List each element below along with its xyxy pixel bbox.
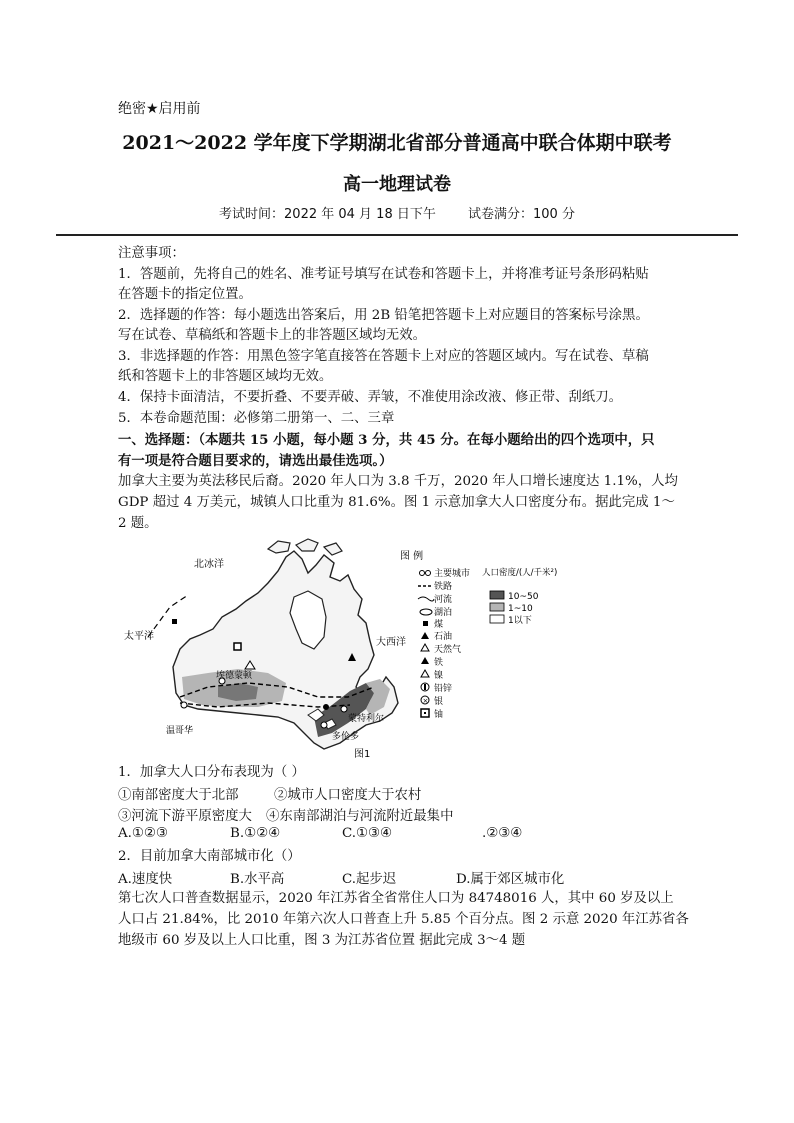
pacific-ocean-label: 太平洋	[124, 631, 154, 642]
uranium-symbol	[234, 643, 241, 650]
note-5: 5．本卷命题范围：必修第二册第一、二、三章	[118, 411, 395, 426]
material1-line3: 2 题。	[118, 516, 158, 531]
legend-leadzinc-icon-inner	[424, 684, 426, 690]
montreal-label: 蒙特利尔	[348, 714, 385, 724]
full-score: 试卷满分：100 分	[468, 207, 575, 222]
arctic-island	[268, 541, 290, 553]
legend-uranium-icon-inner	[424, 712, 426, 714]
legend-density-low-swatch	[490, 615, 504, 623]
legend-oil-icon	[421, 632, 429, 639]
q1-statement-4: ④东南部湖泊与河流附近最集中	[266, 809, 454, 824]
iron-symbol	[323, 704, 329, 710]
q2-option-b[interactable]: B.水平高	[230, 872, 285, 887]
q1-option-d[interactable]: .②③④	[482, 826, 523, 841]
atlantic-ocean-label: 大西洋	[376, 637, 406, 648]
legend-iron: 铁	[434, 658, 444, 668]
legend-nickel-icon	[421, 670, 429, 677]
q2-option-d[interactable]: D.属于郊区城市化	[456, 872, 565, 887]
legend-coal: 煤	[434, 620, 444, 630]
material2-line2: 人口占 21.84%，比 2010 年第六次人口普查上升 5.85 个百分点。图 2 示意 2020 年江苏省各	[118, 912, 689, 927]
q2-stem: 2．目前加拿大南部城市化（）	[118, 849, 301, 864]
note-4: 4．保持卡面清洁，不要折叠、不要弄破、弄皱，不准使用涂改液、修正带、刮纸刀。	[118, 390, 622, 405]
q1-stem: 1．加拿大人口分布表现为（ ）	[118, 765, 305, 780]
legend-gas: 天然气	[434, 645, 462, 655]
notes-heading: 注意事项：	[118, 246, 185, 261]
note-1b: 在答题卡的指定位置。	[118, 287, 252, 302]
q1-option-c[interactable]: C.①③④	[342, 826, 393, 841]
legend-density-mid-swatch	[490, 603, 504, 611]
arctic-ocean-label: 北冰洋	[194, 559, 224, 570]
legend-silver-mark: ×	[422, 697, 429, 705]
legend-gas-icon	[421, 644, 429, 651]
note-3b: 纸和答题卡上的非答题区域均无效。	[118, 369, 333, 384]
legend-oil: 石油	[434, 632, 453, 642]
coal-symbol	[172, 619, 177, 624]
city-montreal	[341, 706, 347, 712]
legend-density-high: 10~50	[508, 592, 539, 602]
legend-railway: 铁路	[434, 582, 453, 592]
section-heading-line1: 一、选择题：（本题共 15 小题，每小题 3 分，共 45 分。在每小题给出的四个选项中，只	[118, 432, 655, 448]
legend-title: 图 例	[400, 551, 424, 562]
map-legend	[400, 549, 557, 720]
legend-nickel: 镍	[434, 671, 444, 681]
legend-density-high-swatch	[490, 591, 504, 599]
exam-meta	[0, 203, 794, 222]
legend-city: 主要城市	[434, 569, 471, 579]
legend-city-icon	[426, 571, 431, 576]
secret-mark: 绝密★启用前	[118, 101, 201, 117]
note-1a: 1．答题前，先将自己的姓名、准考证号填写在试卷和答题卡上，并将准考证号条形码粘贴	[118, 267, 649, 282]
edmonton-label: 埃德蒙顿	[216, 671, 253, 681]
legend-leadzinc: 铅锌	[434, 684, 453, 694]
legend-lake-icon	[420, 609, 432, 615]
q1-statement-2: ②城市人口密度大于农村	[274, 788, 422, 803]
legend-coal-icon	[423, 621, 428, 626]
legend-river: 河流	[434, 595, 453, 605]
material2-line1: 第七次人口普查数据显示，2020 年江苏省全省常住人口为 84748016 人，其中 60 岁及以上	[118, 891, 674, 906]
q2-option-c[interactable]: C.起步迟	[342, 872, 397, 887]
legend-river-icon	[418, 597, 434, 601]
vancouver-label: 温哥华	[166, 726, 194, 736]
q1-option-b[interactable]: B.①②④	[230, 826, 281, 841]
canada-density-map	[118, 537, 560, 760]
material1-line2: GDP 超过 4 万美元，城镇人口比重为 81.6%。图 1 示意加拿大人口密度分布。据此完成 1～	[118, 495, 675, 510]
q1-statement-3: ③河流下游平原密度大	[118, 809, 252, 824]
material1-line1: 加拿大主要为英法移民后裔。2020 年人口为 3.8 千万，2020 年人口增长速度达 1.1%，人均	[118, 474, 678, 489]
legend-density-mid: 1~10	[508, 604, 533, 614]
arctic-island	[324, 543, 342, 555]
legend-silver: 银	[434, 697, 444, 707]
arctic-island	[296, 539, 318, 551]
q1-statement-1: ①南部密度大于北部	[118, 788, 239, 803]
paper-title: 高一地理试卷	[343, 174, 451, 195]
railway-line	[148, 595, 188, 637]
exam-time: 考试时间：2022 年 04 月 18 日下午	[219, 207, 436, 222]
city-vancouver	[181, 702, 187, 708]
header-divider	[56, 234, 738, 236]
figure-caption: 图1	[354, 749, 371, 760]
legend-lake: 湖泊	[434, 608, 453, 618]
city-toronto	[321, 722, 327, 728]
exam-title: 2021～2022 学年度下学期湖北省部分普通高中联合体期中联考	[122, 132, 672, 154]
q1-option-a[interactable]: A.①②③	[118, 826, 168, 841]
toronto-label: 多伦多	[332, 732, 360, 742]
legend-density-title: 人口密度/(人/千米²)	[482, 568, 558, 578]
legend-iron-icon	[421, 657, 429, 664]
note-3a: 3．非选择题的作答：用黑色签字笔直接答在答题卡上对应的答题区域内。写在试卷、草稿	[118, 349, 649, 364]
material2-line3: 地级市 60 岁及以上人口比重，图 3 为江苏省位置 据此完成 3～4 题	[118, 933, 526, 948]
legend-density-low: 1以下	[508, 616, 532, 626]
legend-uranium: 铀	[434, 710, 444, 720]
q2-option-a[interactable]: A.速度快	[118, 872, 173, 887]
section-heading-line2: 有一项是符合题目要求的，请选出最佳选项。）	[118, 453, 393, 469]
note-2b: 写在试卷、草稿纸和答题卡上的非答题区域均无效。	[118, 328, 426, 343]
note-2a: 2．选择题的作答：每小题选出答案后，用 2B 铅笔把答题卡上对应题目的答案标号涂黑。	[118, 308, 649, 323]
legend-city-icon	[420, 571, 425, 576]
